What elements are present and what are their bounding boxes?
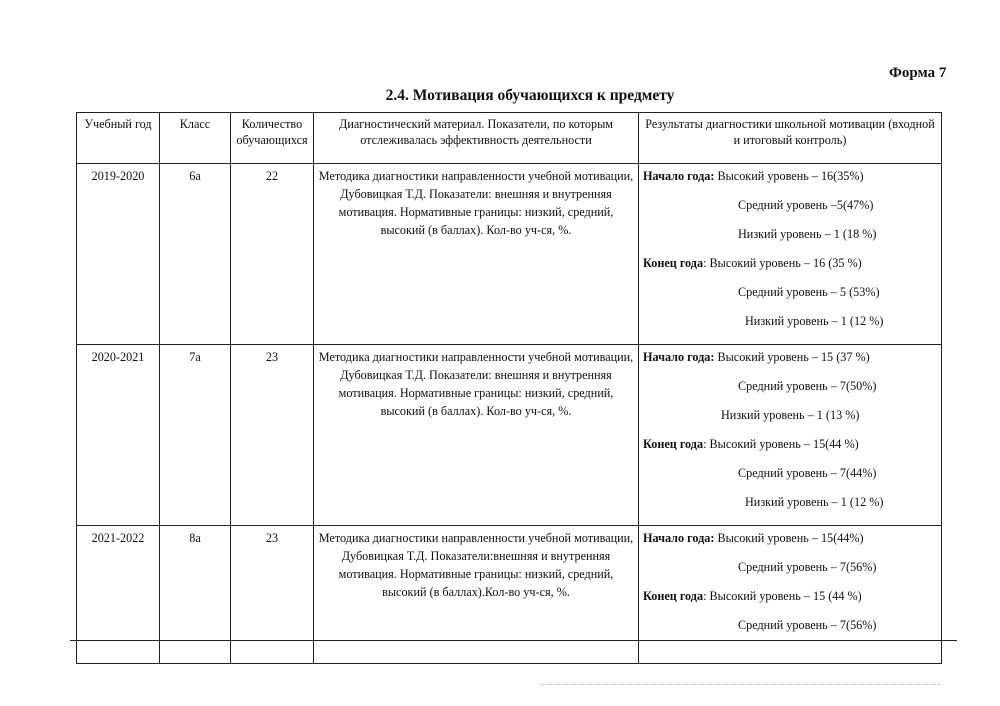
cell-material: Методика диагностики направленности учебной мотивации, Дубовицкая Т.Д. Показатели:внешняя и внутренняя мотивация. Нормативные границы: низкий, средний, высокий (в баллах).Кол-во уч-ся, %. — [314, 526, 639, 664]
result-end-high — [643, 254, 937, 283]
header-class: Класс — [160, 113, 231, 164]
table-row — [77, 526, 942, 664]
result-text: : Высокий уровень – 15 (44 %) — [703, 589, 862, 603]
result-start-high — [643, 348, 937, 377]
cell-count: 22 — [231, 164, 314, 345]
cell-class: 8а — [160, 526, 231, 664]
result-start-mid: Средний уровень – 7(56%) — [738, 560, 877, 574]
header-count: Количество обучающихся — [231, 113, 314, 164]
result-end-mid: Средний уровень – 5 (53%) — [738, 285, 880, 299]
table-row — [77, 345, 942, 526]
motivation-table — [76, 112, 942, 664]
result-start-low: Низкий уровень – 1 (18 %) — [738, 227, 877, 241]
result-end-high — [643, 587, 937, 616]
start-label: Начало года: — [643, 531, 715, 545]
result-start-low: Низкий уровень – 1 (13 %) — [721, 408, 860, 422]
result-end-mid: Средний уровень – 7(56%) — [738, 618, 877, 632]
end-label: Конец года — [643, 256, 704, 270]
result-start-mid: Средний уровень – 7(50%) — [738, 379, 877, 393]
cell-year: 2020-2021 — [77, 345, 160, 526]
result-start-high — [643, 167, 937, 196]
cell-year: 2019-2020 — [77, 164, 160, 345]
end-label: Конец года — [643, 589, 704, 603]
cell-year: 2021-2022 — [77, 526, 160, 664]
result-text: Высокий уровень – 16(35%) — [717, 169, 864, 183]
header-year: Учебный год — [77, 113, 160, 164]
result-end-mid: Средний уровень – 7(44%) — [738, 466, 877, 480]
scan-artifact — [540, 684, 940, 685]
result-text: : Высокий уровень – 15(44 %) — [703, 437, 859, 451]
table-header-row — [77, 113, 942, 164]
table-row — [77, 164, 942, 345]
result-start-mid: Средний уровень –5(47%) — [738, 198, 874, 212]
result-text: : Высокий уровень – 16 (35 %) — [703, 256, 862, 270]
header-results: Результаты диагностики школьной мотивации (входной и итоговый контроль) — [639, 113, 942, 164]
cell-results — [639, 526, 942, 664]
cell-class: 7а — [160, 345, 231, 526]
cell-count: 23 — [231, 345, 314, 526]
start-label: Начало года: — [643, 169, 715, 183]
cell-material: Методика диагностики направленности учебной мотивации, Дубовицкая Т.Д. Показатели: внешняя и внутренняя мотивация. Нормативные границы: низкий, средний, высокий (в баллах). Кол-во уч-ся, %. — [314, 345, 639, 526]
result-end-low: Низкий уровень – 1 (12 %) — [745, 495, 884, 509]
cell-class: 6а — [160, 164, 231, 345]
end-label: Конец года — [643, 437, 704, 451]
header-material: Диагностический материал. Показатели, по которым отслеживалась эффективность деятельности — [314, 113, 639, 164]
form-label: Форма 7 — [889, 65, 947, 81]
result-start-high — [643, 529, 937, 558]
result-end-high — [643, 435, 937, 464]
start-label: Начало года: — [643, 350, 715, 364]
result-text: Высокий уровень – 15(44%) — [717, 531, 864, 545]
cell-results — [639, 345, 942, 526]
cell-material: Методика диагностики направленности учебной мотивации, Дубовицкая Т.Д. Показатели: внешняя и внутренняя мотивация. Нормативные границы: низкий, средний, высокий (в баллах). Кол-во уч-ся, %. — [314, 164, 639, 345]
footer-rule — [70, 640, 957, 641]
result-end-low: Низкий уровень – 1 (12 %) — [745, 314, 884, 328]
cell-results — [639, 164, 942, 345]
result-text: Высокий уровень – 15 (37 %) — [717, 350, 870, 364]
page-title: 2.4. Мотивация обучающихся к предмету — [385, 87, 675, 104]
cell-count: 23 — [231, 526, 314, 664]
